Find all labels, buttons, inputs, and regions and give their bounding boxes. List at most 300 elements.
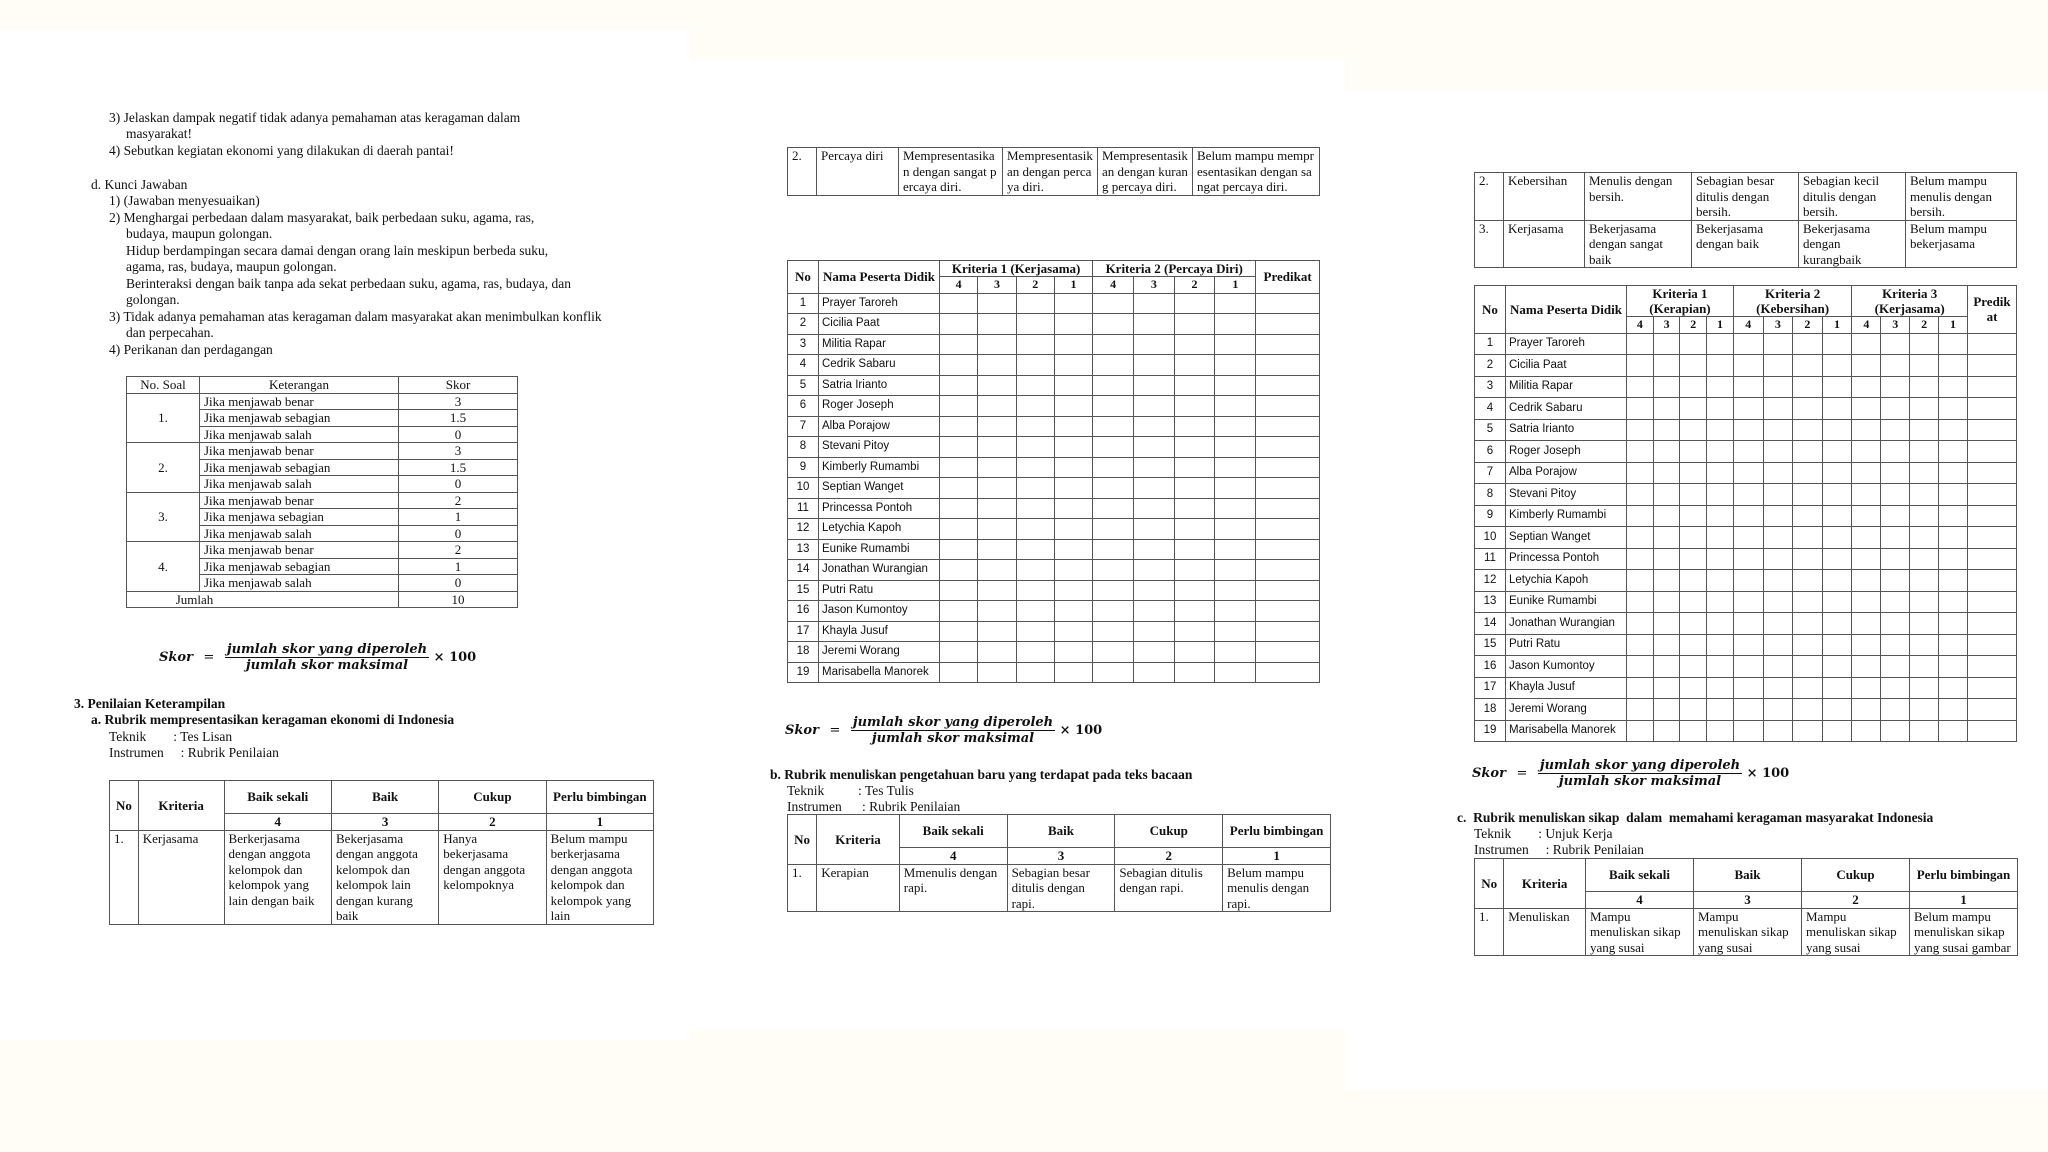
score-cell[interactable] — [1852, 398, 1881, 420]
score-cell[interactable] — [1763, 570, 1793, 592]
score-cell[interactable] — [1653, 505, 1680, 527]
score-cell[interactable] — [1215, 293, 1256, 314]
score-cell[interactable] — [1707, 441, 1734, 463]
score-cell[interactable] — [1822, 376, 1852, 398]
score-cell[interactable] — [1133, 478, 1174, 499]
score-cell[interactable] — [1881, 355, 1910, 377]
score-cell[interactable] — [1627, 613, 1654, 635]
score-cell[interactable] — [1215, 457, 1256, 478]
score-cell[interactable] — [1016, 601, 1054, 622]
score-cell[interactable] — [1174, 621, 1215, 642]
predikat-cell[interactable] — [1968, 419, 2017, 441]
score-cell[interactable] — [1174, 355, 1215, 376]
score-cell[interactable] — [1174, 642, 1215, 663]
score-cell[interactable] — [1215, 416, 1256, 437]
score-cell[interactable] — [1939, 505, 1968, 527]
score-cell[interactable] — [1016, 642, 1054, 663]
score-cell[interactable] — [1215, 375, 1256, 396]
score-cell[interactable] — [1707, 484, 1734, 506]
score-cell[interactable] — [1653, 376, 1680, 398]
score-cell[interactable] — [1910, 441, 1939, 463]
score-cell[interactable] — [1939, 376, 1968, 398]
predikat-cell[interactable] — [1256, 437, 1320, 458]
score-cell[interactable] — [1910, 419, 1939, 441]
score-cell[interactable] — [1822, 720, 1852, 742]
score-cell[interactable] — [1707, 591, 1734, 613]
score-cell[interactable] — [1910, 591, 1939, 613]
score-cell[interactable] — [1133, 662, 1174, 683]
score-cell[interactable] — [1653, 570, 1680, 592]
score-cell[interactable] — [1763, 355, 1793, 377]
score-cell[interactable] — [1707, 333, 1734, 355]
predikat-cell[interactable] — [1256, 314, 1320, 335]
score-cell[interactable] — [978, 437, 1016, 458]
score-cell[interactable] — [1763, 720, 1793, 742]
score-cell[interactable] — [1133, 396, 1174, 417]
score-cell[interactable] — [1215, 560, 1256, 581]
score-cell[interactable] — [1653, 333, 1680, 355]
score-cell[interactable] — [1910, 548, 1939, 570]
score-cell[interactable] — [1054, 478, 1092, 499]
score-cell[interactable] — [1653, 462, 1680, 484]
score-cell[interactable] — [1910, 462, 1939, 484]
score-cell[interactable] — [1174, 601, 1215, 622]
score-cell[interactable] — [1707, 376, 1734, 398]
score-cell[interactable] — [978, 293, 1016, 314]
predikat-cell[interactable] — [1968, 699, 2017, 721]
score-cell[interactable] — [1054, 498, 1092, 519]
score-cell[interactable] — [1910, 355, 1939, 377]
score-cell[interactable] — [1763, 333, 1793, 355]
score-cell[interactable] — [1793, 548, 1823, 570]
score-cell[interactable] — [1627, 333, 1654, 355]
predikat-cell[interactable] — [1968, 634, 2017, 656]
score-cell[interactable] — [1793, 613, 1823, 635]
score-cell[interactable] — [1822, 634, 1852, 656]
score-cell[interactable] — [1093, 457, 1134, 478]
score-cell[interactable] — [1822, 613, 1852, 635]
score-cell[interactable] — [940, 601, 978, 622]
score-cell[interactable] — [978, 355, 1016, 376]
score-cell[interactable] — [1733, 376, 1763, 398]
score-cell[interactable] — [1763, 505, 1793, 527]
score-cell[interactable] — [1054, 601, 1092, 622]
score-cell[interactable] — [1707, 613, 1734, 635]
score-cell[interactable] — [1054, 642, 1092, 663]
score-cell[interactable] — [1822, 656, 1852, 678]
score-cell[interactable] — [1653, 634, 1680, 656]
score-cell[interactable] — [1627, 376, 1654, 398]
score-cell[interactable] — [1763, 441, 1793, 463]
score-cell[interactable] — [1881, 527, 1910, 549]
score-cell[interactable] — [940, 539, 978, 560]
score-cell[interactable] — [1653, 355, 1680, 377]
score-cell[interactable] — [1852, 441, 1881, 463]
score-cell[interactable] — [1016, 478, 1054, 499]
predikat-cell[interactable] — [1968, 355, 2017, 377]
score-cell[interactable] — [1093, 314, 1134, 335]
score-cell[interactable] — [1174, 396, 1215, 417]
score-cell[interactable] — [1054, 375, 1092, 396]
score-cell[interactable] — [1174, 375, 1215, 396]
score-cell[interactable] — [1910, 656, 1939, 678]
predikat-cell[interactable] — [1968, 376, 2017, 398]
score-cell[interactable] — [1852, 677, 1881, 699]
score-cell[interactable] — [1016, 560, 1054, 581]
score-cell[interactable] — [1910, 333, 1939, 355]
score-cell[interactable] — [1215, 539, 1256, 560]
score-cell[interactable] — [1763, 591, 1793, 613]
score-cell[interactable] — [1707, 656, 1734, 678]
score-cell[interactable] — [1793, 527, 1823, 549]
score-cell[interactable] — [978, 560, 1016, 581]
score-cell[interactable] — [1763, 484, 1793, 506]
score-cell[interactable] — [940, 416, 978, 437]
score-cell[interactable] — [1133, 498, 1174, 519]
score-cell[interactable] — [1881, 656, 1910, 678]
score-cell[interactable] — [1822, 699, 1852, 721]
score-cell[interactable] — [1016, 519, 1054, 540]
score-cell[interactable] — [1939, 591, 1968, 613]
score-cell[interactable] — [1627, 355, 1654, 377]
score-cell[interactable] — [1881, 720, 1910, 742]
score-cell[interactable] — [1680, 656, 1707, 678]
score-cell[interactable] — [1215, 314, 1256, 335]
score-cell[interactable] — [1939, 548, 1968, 570]
score-cell[interactable] — [1653, 527, 1680, 549]
score-cell[interactable] — [1174, 478, 1215, 499]
score-cell[interactable] — [1852, 484, 1881, 506]
score-cell[interactable] — [1881, 570, 1910, 592]
score-cell[interactable] — [978, 662, 1016, 683]
predikat-cell[interactable] — [1968, 613, 2017, 635]
score-cell[interactable] — [978, 498, 1016, 519]
score-cell[interactable] — [978, 457, 1016, 478]
score-cell[interactable] — [1733, 398, 1763, 420]
score-cell[interactable] — [1881, 398, 1910, 420]
score-cell[interactable] — [1939, 484, 1968, 506]
score-cell[interactable] — [1133, 601, 1174, 622]
score-cell[interactable] — [1910, 699, 1939, 721]
score-cell[interactable] — [1133, 334, 1174, 355]
score-cell[interactable] — [1939, 462, 1968, 484]
score-cell[interactable] — [978, 396, 1016, 417]
score-cell[interactable] — [1733, 441, 1763, 463]
score-cell[interactable] — [1016, 437, 1054, 458]
score-cell[interactable] — [1852, 548, 1881, 570]
score-cell[interactable] — [1680, 548, 1707, 570]
score-cell[interactable] — [1910, 677, 1939, 699]
score-cell[interactable] — [1016, 498, 1054, 519]
score-cell[interactable] — [1627, 699, 1654, 721]
score-cell[interactable] — [978, 519, 1016, 540]
predikat-cell[interactable] — [1968, 398, 2017, 420]
score-cell[interactable] — [940, 375, 978, 396]
score-cell[interactable] — [1016, 396, 1054, 417]
score-cell[interactable] — [1174, 457, 1215, 478]
score-cell[interactable] — [1680, 333, 1707, 355]
score-cell[interactable] — [1822, 333, 1852, 355]
score-cell[interactable] — [1733, 548, 1763, 570]
score-cell[interactable] — [940, 334, 978, 355]
score-cell[interactable] — [1707, 570, 1734, 592]
score-cell[interactable] — [1680, 462, 1707, 484]
score-cell[interactable] — [1881, 441, 1910, 463]
score-cell[interactable] — [1707, 634, 1734, 656]
predikat-cell[interactable] — [1968, 548, 2017, 570]
score-cell[interactable] — [1174, 519, 1215, 540]
score-cell[interactable] — [1793, 441, 1823, 463]
score-cell[interactable] — [1852, 591, 1881, 613]
predikat-cell[interactable] — [1256, 662, 1320, 683]
score-cell[interactable] — [940, 396, 978, 417]
score-cell[interactable] — [1093, 560, 1134, 581]
score-cell[interactable] — [1707, 462, 1734, 484]
score-cell[interactable] — [1016, 457, 1054, 478]
score-cell[interactable] — [940, 437, 978, 458]
predikat-cell[interactable] — [1968, 462, 2017, 484]
score-cell[interactable] — [940, 355, 978, 376]
score-cell[interactable] — [1793, 591, 1823, 613]
score-cell[interactable] — [1793, 376, 1823, 398]
score-cell[interactable] — [1707, 505, 1734, 527]
score-cell[interactable] — [1093, 334, 1134, 355]
predikat-cell[interactable] — [1256, 601, 1320, 622]
score-cell[interactable] — [1910, 398, 1939, 420]
score-cell[interactable] — [1881, 505, 1910, 527]
score-cell[interactable] — [1733, 570, 1763, 592]
score-cell[interactable] — [1793, 656, 1823, 678]
score-cell[interactable] — [1881, 376, 1910, 398]
score-cell[interactable] — [940, 519, 978, 540]
score-cell[interactable] — [1627, 634, 1654, 656]
score-cell[interactable] — [1133, 293, 1174, 314]
score-cell[interactable] — [1939, 677, 1968, 699]
score-cell[interactable] — [1793, 355, 1823, 377]
score-cell[interactable] — [940, 621, 978, 642]
score-cell[interactable] — [1939, 398, 1968, 420]
score-cell[interactable] — [1627, 570, 1654, 592]
score-cell[interactable] — [1881, 333, 1910, 355]
score-cell[interactable] — [1910, 634, 1939, 656]
score-cell[interactable] — [940, 560, 978, 581]
score-cell[interactable] — [1852, 355, 1881, 377]
score-cell[interactable] — [1653, 720, 1680, 742]
score-cell[interactable] — [1174, 662, 1215, 683]
score-cell[interactable] — [1793, 333, 1823, 355]
score-cell[interactable] — [1627, 720, 1654, 742]
score-cell[interactable] — [1852, 505, 1881, 527]
score-cell[interactable] — [1016, 293, 1054, 314]
score-cell[interactable] — [1881, 591, 1910, 613]
score-cell[interactable] — [1763, 419, 1793, 441]
predikat-cell[interactable] — [1256, 293, 1320, 314]
score-cell[interactable] — [1822, 677, 1852, 699]
score-cell[interactable] — [1680, 591, 1707, 613]
score-cell[interactable] — [1680, 634, 1707, 656]
predikat-cell[interactable] — [1968, 720, 2017, 742]
score-cell[interactable] — [1680, 376, 1707, 398]
score-cell[interactable] — [1093, 478, 1134, 499]
score-cell[interactable] — [1822, 505, 1852, 527]
predikat-cell[interactable] — [1968, 527, 2017, 549]
score-cell[interactable] — [1822, 441, 1852, 463]
score-cell[interactable] — [1680, 398, 1707, 420]
score-cell[interactable] — [1215, 519, 1256, 540]
score-cell[interactable] — [1852, 419, 1881, 441]
predikat-cell[interactable] — [1256, 478, 1320, 499]
score-cell[interactable] — [1910, 613, 1939, 635]
score-cell[interactable] — [1133, 314, 1174, 335]
score-cell[interactable] — [1680, 355, 1707, 377]
score-cell[interactable] — [940, 580, 978, 601]
score-cell[interactable] — [1653, 441, 1680, 463]
score-cell[interactable] — [1910, 376, 1939, 398]
score-cell[interactable] — [1093, 580, 1134, 601]
score-cell[interactable] — [1174, 293, 1215, 314]
score-cell[interactable] — [1133, 416, 1174, 437]
score-cell[interactable] — [1093, 396, 1134, 417]
score-cell[interactable] — [1852, 333, 1881, 355]
score-cell[interactable] — [1680, 505, 1707, 527]
score-cell[interactable] — [1627, 527, 1654, 549]
score-cell[interactable] — [1627, 398, 1654, 420]
score-cell[interactable] — [1215, 478, 1256, 499]
predikat-cell[interactable] — [1256, 539, 1320, 560]
score-cell[interactable] — [1133, 355, 1174, 376]
score-cell[interactable] — [1822, 548, 1852, 570]
score-cell[interactable] — [1852, 720, 1881, 742]
score-cell[interactable] — [1680, 484, 1707, 506]
score-cell[interactable] — [1680, 613, 1707, 635]
score-cell[interactable] — [1852, 376, 1881, 398]
score-cell[interactable] — [1707, 419, 1734, 441]
score-cell[interactable] — [1680, 441, 1707, 463]
score-cell[interactable] — [1822, 527, 1852, 549]
score-cell[interactable] — [1707, 548, 1734, 570]
score-cell[interactable] — [1852, 570, 1881, 592]
score-cell[interactable] — [1733, 677, 1763, 699]
score-cell[interactable] — [1793, 505, 1823, 527]
score-cell[interactable] — [1174, 560, 1215, 581]
score-cell[interactable] — [1133, 560, 1174, 581]
score-cell[interactable] — [978, 539, 1016, 560]
score-cell[interactable] — [1733, 333, 1763, 355]
predikat-cell[interactable] — [1968, 484, 2017, 506]
score-cell[interactable] — [1093, 437, 1134, 458]
score-cell[interactable] — [1707, 720, 1734, 742]
score-cell[interactable] — [1852, 462, 1881, 484]
score-cell[interactable] — [1627, 677, 1654, 699]
score-cell[interactable] — [1822, 570, 1852, 592]
score-cell[interactable] — [1680, 570, 1707, 592]
score-cell[interactable] — [1093, 498, 1134, 519]
score-cell[interactable] — [1054, 314, 1092, 335]
score-cell[interactable] — [1733, 613, 1763, 635]
score-cell[interactable] — [1680, 419, 1707, 441]
score-cell[interactable] — [1627, 505, 1654, 527]
score-cell[interactable] — [1763, 398, 1793, 420]
score-cell[interactable] — [1016, 314, 1054, 335]
score-cell[interactable] — [978, 334, 1016, 355]
score-cell[interactable] — [1174, 580, 1215, 601]
score-cell[interactable] — [1174, 314, 1215, 335]
score-cell[interactable] — [1910, 505, 1939, 527]
score-cell[interactable] — [1733, 720, 1763, 742]
score-cell[interactable] — [1763, 548, 1793, 570]
score-cell[interactable] — [1881, 462, 1910, 484]
score-cell[interactable] — [1653, 548, 1680, 570]
score-cell[interactable] — [1054, 539, 1092, 560]
score-cell[interactable] — [1016, 416, 1054, 437]
score-cell[interactable] — [1707, 355, 1734, 377]
score-cell[interactable] — [1822, 355, 1852, 377]
score-cell[interactable] — [1653, 484, 1680, 506]
predikat-cell[interactable] — [1256, 334, 1320, 355]
score-cell[interactable] — [1093, 621, 1134, 642]
score-cell[interactable] — [1093, 642, 1134, 663]
predikat-cell[interactable] — [1256, 560, 1320, 581]
score-cell[interactable] — [1939, 570, 1968, 592]
score-cell[interactable] — [1174, 437, 1215, 458]
score-cell[interactable] — [1174, 498, 1215, 519]
score-cell[interactable] — [1881, 548, 1910, 570]
score-cell[interactable] — [1881, 699, 1910, 721]
predikat-cell[interactable] — [1968, 570, 2017, 592]
score-cell[interactable] — [1763, 376, 1793, 398]
score-cell[interactable] — [1707, 677, 1734, 699]
predikat-cell[interactable] — [1968, 441, 2017, 463]
score-cell[interactable] — [1881, 677, 1910, 699]
score-cell[interactable] — [1133, 519, 1174, 540]
score-cell[interactable] — [1733, 355, 1763, 377]
score-cell[interactable] — [1733, 591, 1763, 613]
score-cell[interactable] — [1627, 419, 1654, 441]
score-cell[interactable] — [1822, 398, 1852, 420]
score-cell[interactable] — [1653, 656, 1680, 678]
predikat-cell[interactable] — [1256, 498, 1320, 519]
predikat-cell[interactable] — [1256, 355, 1320, 376]
score-cell[interactable] — [1653, 677, 1680, 699]
score-cell[interactable] — [1793, 419, 1823, 441]
predikat-cell[interactable] — [1256, 642, 1320, 663]
predikat-cell[interactable] — [1256, 457, 1320, 478]
score-cell[interactable] — [1653, 699, 1680, 721]
score-cell[interactable] — [1016, 539, 1054, 560]
score-cell[interactable] — [1763, 699, 1793, 721]
score-cell[interactable] — [1093, 662, 1134, 683]
score-cell[interactable] — [1910, 527, 1939, 549]
score-cell[interactable] — [978, 375, 1016, 396]
score-cell[interactable] — [940, 457, 978, 478]
score-cell[interactable] — [1054, 621, 1092, 642]
predikat-cell[interactable] — [1256, 580, 1320, 601]
score-cell[interactable] — [1852, 634, 1881, 656]
score-cell[interactable] — [1627, 484, 1654, 506]
score-cell[interactable] — [1939, 656, 1968, 678]
score-cell[interactable] — [1881, 419, 1910, 441]
score-cell[interactable] — [940, 293, 978, 314]
score-cell[interactable] — [978, 478, 1016, 499]
score-cell[interactable] — [1093, 375, 1134, 396]
score-cell[interactable] — [1733, 505, 1763, 527]
predikat-cell[interactable] — [1968, 677, 2017, 699]
predikat-cell[interactable] — [1968, 656, 2017, 678]
score-cell[interactable] — [1133, 580, 1174, 601]
score-cell[interactable] — [1054, 437, 1092, 458]
score-cell[interactable] — [1653, 591, 1680, 613]
score-cell[interactable] — [1852, 699, 1881, 721]
